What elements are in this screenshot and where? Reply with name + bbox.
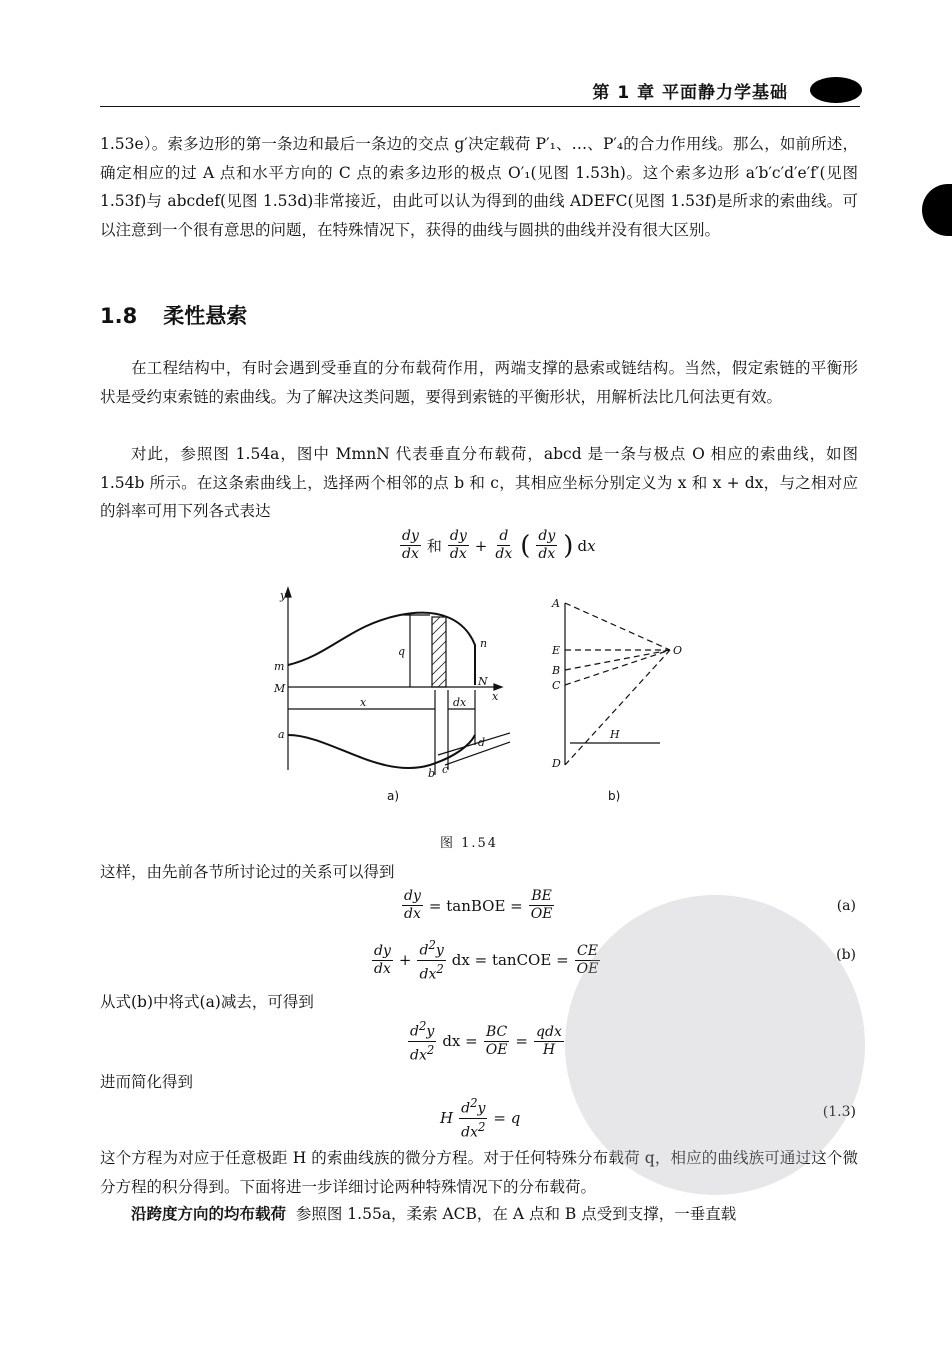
running-header (100, 74, 860, 107)
figure-caption: 图 1.54 (440, 836, 499, 851)
label-M: M (274, 682, 286, 695)
paragraph-intro: 在工程结构中，有时会遇到受垂直的分布载荷作用，两端支撑的悬索或链结构。当然，假定索链的平衡形状是受约束索链的索曲线。为了解决这类问题，要得到索链的平衡形状，用解析法比几何法更有效。 (100, 359, 858, 406)
equation-difference: $\frac{d^2y}{dx^2}$ dx = $\frac{BC}{OE}$ = $\frac{\text{qdx}}{H}$ (410, 1019, 562, 1064)
paragraph-figure-ref: 对此，参照图 1.54a，图中 MmnN 代表垂直分布载荷，abcd 是一条与极点 O 相应的索曲线，如图 1.54b 所示。在这条索曲线上，选择两个相邻的点 b 和 c，其相应坐标分别定义为 x 和 x + dx，与之相对应的斜率可用下列各式表达 (100, 445, 858, 520)
label-x-dim: x (360, 696, 367, 709)
label-n: n (480, 637, 488, 650)
paragraph-continued: 1.53e）。索多边形的第一条边和最后一条边的交点 g′决定载荷 P′₁、…、P′₄的合力作用线。那么，如前所述，确定相应的过 A 点和水平方向的 C 点的索多边形的极点 O′₁(见图 1.53h)。这个索多边形 a′b′c′d′e′f′(见图 1.53f)与 abcdef(见图 1.53d)非常接近，由此可以认为得到的曲线 ADEFC(见图 1.53f)是所求的索曲线。可以注意到一个很有意思的问题，在特殊情况下，获得的曲线与圆拱的曲线并没有很大区别。 (100, 135, 858, 239)
label-q: q (398, 645, 406, 658)
subfigure-a-label: a) (387, 789, 400, 803)
label-O: O (673, 644, 683, 657)
section-title: 柔性悬索 (163, 304, 248, 328)
paragraph-differential: 这个方程为对应于任意极距 H 的索曲线族的微分方程。对于任何特殊分布载荷 q，相应的曲线族可通过这个微分方程的积分得到。下面将进一步详细讨论两种特殊情况下的分布载荷。 (100, 1149, 858, 1196)
label-c: c (442, 763, 449, 776)
label-N: N (478, 675, 488, 688)
label-B: B (552, 664, 561, 677)
equation-1-3-number: (1.3) (822, 1104, 856, 1120)
label-dx: dx (453, 696, 467, 709)
label-d: d (478, 736, 486, 749)
figure-1-54 (270, 585, 710, 815)
label-D: D (552, 757, 561, 770)
library-stamp (565, 895, 865, 1195)
label-b: b (428, 767, 436, 780)
equation-a: $\frac{dy}{dx}$ = tanBOE = $\frac{BE}{OE}$ (404, 888, 553, 922)
paragraph-uniform-load: 沿跨度方向的均布载荷 参照图 1.55a，柔索 ACB，在 A 点和 B 点受到支撑，一垂直载 (131, 1205, 737, 1223)
subfigure-b-label: b) (608, 789, 621, 803)
label-a: a (278, 728, 285, 741)
axis-x-label: x (492, 690, 499, 703)
slope-separator: 和 (426, 537, 442, 555)
label-A: A (552, 597, 560, 610)
axis-y-label: y (280, 589, 287, 602)
paragraph-relations: 这样，由先前各节所讨论过的关系可以得到 (100, 863, 395, 881)
label-C: C (552, 679, 561, 692)
paragraph-subtract: 从式(b)中将式(a)减去，可得到 (100, 993, 314, 1011)
paragraph-simplify: 进而简化得到 (100, 1073, 194, 1091)
section-heading (100, 300, 247, 330)
equation-1-3: H $\frac{d^2y}{dx^2}$ = q (440, 1096, 521, 1141)
equation-a-number: (a) (836, 898, 856, 914)
section-number: 1.8 (100, 304, 138, 328)
chapter-title: 第 1 章 平面静力学基础 (592, 83, 788, 103)
label-m: m (274, 660, 285, 673)
equation-b-number: (b) (836, 947, 856, 963)
slope-expression: $\frac{dy}{dx}$ 和 $\frac{dy}{dx}$ + $\frac{d}{dx}$ ( $\frac{dy}{dx}$ ) dx (402, 528, 596, 562)
equation-b: $\frac{dy}{dx}$ + $\frac{d^2y}{dx^2}$ dx = tanCOE = $\frac{CE}{OE}$ (374, 938, 599, 983)
chapter-marker-icon (810, 77, 862, 103)
thumb-tab-icon (922, 184, 952, 236)
subheading-uniform-load: 沿跨度方向的均布载荷 (131, 1205, 287, 1223)
label-E: E (552, 644, 561, 657)
label-H: H (610, 728, 620, 741)
